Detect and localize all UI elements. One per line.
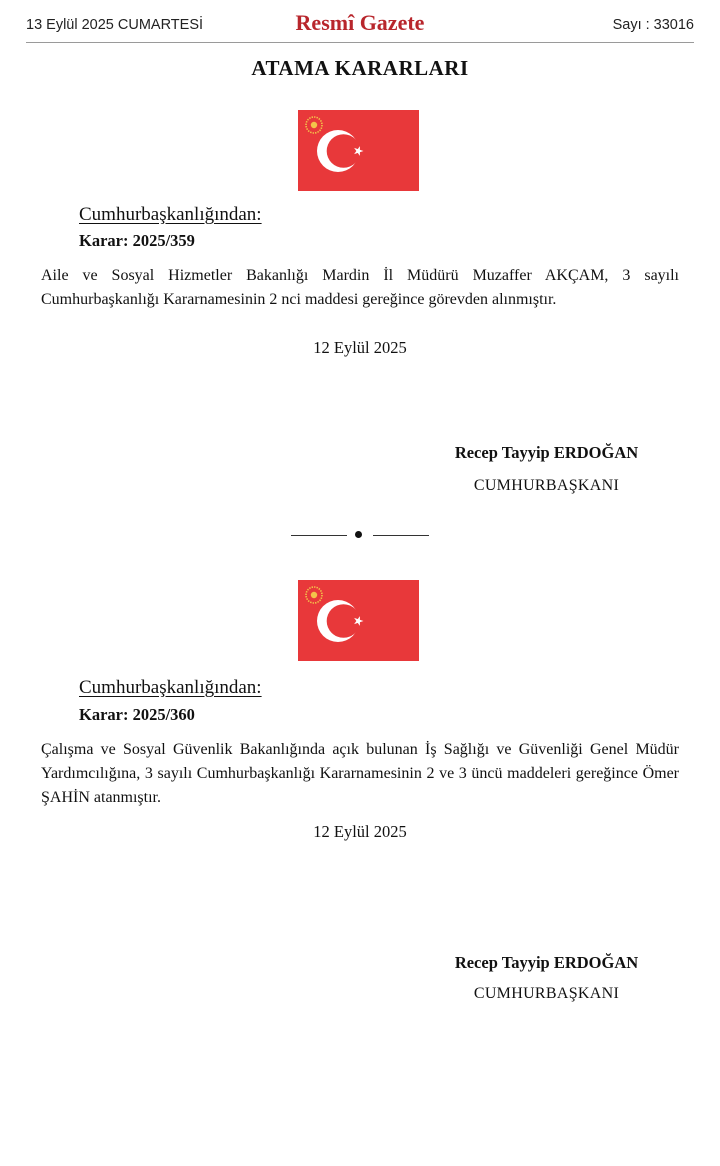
gazette-header [26,10,694,43]
separator-dot [355,531,362,538]
issuer-heading: Cumhurbaşkanlığından: [79,204,262,225]
turkish-flag-icon [298,110,419,191]
turkish-flag-icon [298,580,419,661]
signer-title: CUMHURBAŞKANI [473,985,620,1002]
decision-body: Aile ve Sosyal Hizmetler Bakanlığı Mardin İl Müdürü Muzaffer AKÇAM, 3 sayılı Cumhurbaşkanlığı Kararnamesinin 2 nci maddesi gereğince görevden alınmıştır. [41,267,679,308]
page-title: ATAMA KARARLARI [251,56,469,80]
signer-title: CUMHURBAŞKANI [473,477,620,494]
decree-number: Karar: 2025/359 [79,231,195,250]
section-separator [290,526,430,542]
signer-name: Recep Tayyip ERDOĞAN [454,443,639,462]
gazette-title: Resmî Gazete [295,10,425,35]
issuer-heading: Cumhurbaşkanlığından: [79,677,262,698]
header-date: 13 Eylül 2025 CUMARTESİ [26,17,204,33]
decision-date: 12 Eylül 2025 [313,338,407,357]
issue-number: Sayı : 33016 [612,17,694,33]
signer-name: Recep Tayyip ERDOĞAN [454,953,639,972]
separator-line [291,535,347,536]
separator-line [373,535,429,536]
decree-number: Karar: 2025/360 [79,705,195,724]
decision-body: Çalışma ve Sosyal Güvenlik Bakanlığında açık bulunan İş Sağlığı ve Güvenliği Genel Müdür Yardımcılığına, 3 sayılı Cumhurbaşkanlığı Kararnamesinin 2 ve 3 üncü maddeleri gereğince Ömer ŞAHİN atanmıştır. [41,741,679,806]
decision-date: 12 Eylül 2025 [313,822,407,841]
